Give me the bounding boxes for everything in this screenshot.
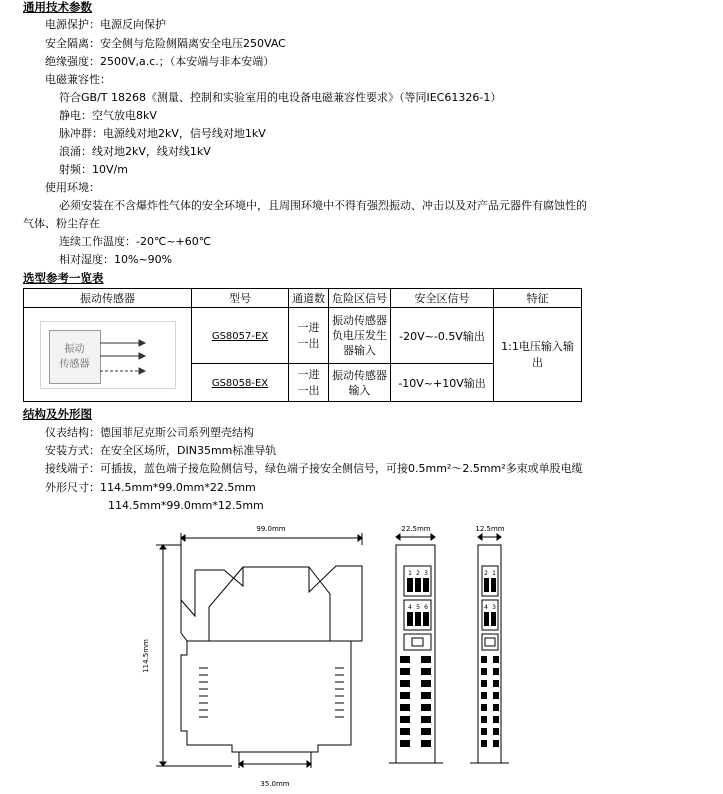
signal-arrows xyxy=(41,322,175,388)
terminal-screws-12 xyxy=(481,578,499,747)
install-method: 安装方式：在安全区场所，DIN35mm标准导轨 xyxy=(45,444,277,457)
dim-height-label: 114.5mm xyxy=(142,639,150,673)
env-desc-1: 必须安装在不含爆炸性气体的安全环境中，且周围环境中不得有强烈振动、冲击以及对产品元器件有腐蚀性的 xyxy=(59,199,587,212)
terminals: 接线端子：可插拔，蓝色端子接危险侧信号，绿色端子接安全侧信号，可接0.5mm²～2.5mm²多束或单股电缆 xyxy=(45,462,583,475)
dim-12-label: 12.5mm xyxy=(475,525,505,533)
emc-standard: 符合GB/T 18268《测量、控制和实验室用的电设备电磁兼容性要求》（等同IEC61326-1） xyxy=(59,91,502,104)
safety-isolation: 安全隔离：安全侧与危险侧隔离安全电压250VAC xyxy=(45,37,286,50)
power-protection: 电源保护：电源反向保护 xyxy=(45,18,166,31)
terminal-number: 3 xyxy=(424,570,428,577)
emc-surge: 浪涌：线对地2kV，线对线1kV xyxy=(59,145,211,158)
terminal-number: 3 xyxy=(492,604,496,611)
hazard-signal-cell: 振动传感器输入 xyxy=(329,364,391,402)
sensor-label: 振动 传感器 xyxy=(49,330,101,384)
instrument-structure: 仪表结构：德国菲尼克斯公司系列塑壳结构 xyxy=(45,426,254,439)
channels-cell: 一进一出 xyxy=(289,308,329,364)
sensor-diagram xyxy=(40,321,176,389)
terminal-number: 4 xyxy=(408,604,412,611)
terminal-number: 2 xyxy=(416,570,420,577)
col-header: 危险区信号 xyxy=(329,289,391,308)
terminal-number: 5 xyxy=(416,604,420,611)
table-row xyxy=(24,308,582,364)
channels-cell: 一进一出 xyxy=(289,364,329,402)
vent-slots xyxy=(199,668,344,717)
model-cell xyxy=(192,364,289,402)
env-desc-2: 气体、粉尘存在 xyxy=(23,217,100,230)
col-header: 安全区信号 xyxy=(391,289,494,308)
env-humidity: 相对湿度：10%~90% xyxy=(59,253,173,266)
table-header-row xyxy=(24,289,582,308)
safe-signal-cell: -10V~+10V输出 xyxy=(391,364,494,402)
env-temp: 连续工作温度：-20℃~+60℃ xyxy=(59,235,212,248)
emc-title: 电磁兼容性： xyxy=(45,73,111,86)
dim-width-label: 99.0mm xyxy=(256,525,286,533)
terminal-screws-22 xyxy=(400,578,431,747)
model-link[interactable]: GS8057-EX xyxy=(211,331,269,342)
terminal-number: 1 xyxy=(492,570,496,577)
env-title: 使用环境： xyxy=(45,181,100,194)
sensor-diagram-cell xyxy=(24,308,192,402)
safe-signal-cell: -20V~-0.5V输出 xyxy=(391,308,494,364)
col-header: 特征 xyxy=(494,289,582,308)
col-header: 通道数 xyxy=(289,289,329,308)
col-header: 型号 xyxy=(192,289,289,308)
model-cell xyxy=(192,308,289,364)
terminal-number: 1 xyxy=(408,570,412,577)
terminal-number: 2 xyxy=(484,570,488,577)
dimensions-1: 外形尺寸：114.5mm*99.0mm*22.5mm xyxy=(45,481,256,494)
dim-base-label: 35.0mm xyxy=(260,780,290,788)
selection-table xyxy=(23,288,582,402)
emc-rf: 射频：10V/m xyxy=(59,163,128,176)
model-link[interactable]: GS8058-EX xyxy=(211,378,269,389)
terminal-number: 4 xyxy=(484,604,488,611)
terminal-number: 6 xyxy=(424,604,428,611)
dim-22-label: 22.5mm xyxy=(401,525,431,533)
dimensions-2: 114.5mm*99.0mm*12.5mm xyxy=(108,499,264,512)
emc-burst: 脉冲群：电源线对地2kV，信号线对地1kV xyxy=(59,127,266,140)
section-structure-heading: 结构及外形图 xyxy=(23,407,92,421)
section-selection-heading: 选型参考一览表 xyxy=(23,271,104,285)
emc-esd: 静电：空气放电8kV xyxy=(59,109,157,122)
feature-cell: 1:1电压输入输出 xyxy=(494,308,582,402)
insulation-strength: 绝缘强度：2500V,a.c.；（本安端与非本安端） xyxy=(45,55,275,68)
col-header: 振动传感器 xyxy=(24,289,192,308)
hazard-signal-cell: 振动传感器负电压发生器输入 xyxy=(329,308,391,364)
section-general-heading: 通用技术参数 xyxy=(23,0,92,14)
